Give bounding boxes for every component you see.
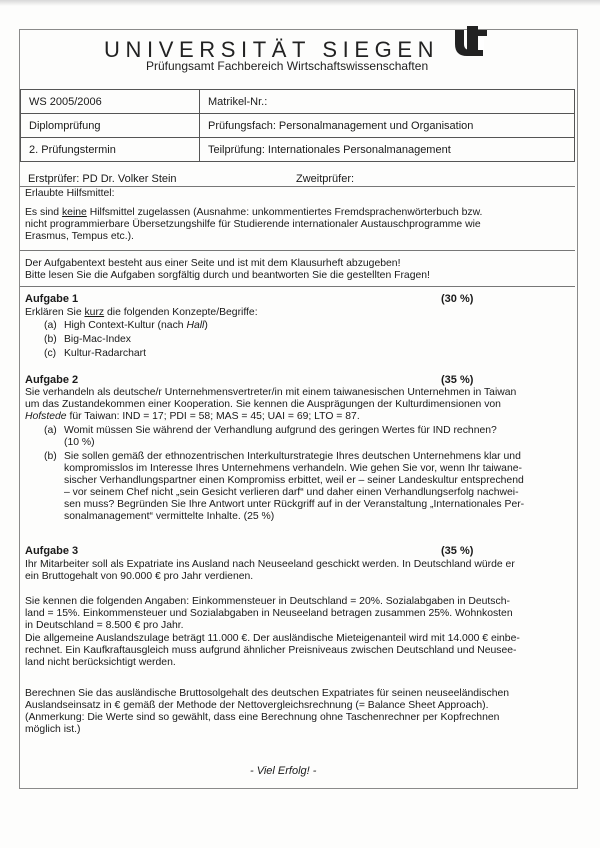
task1-a-text <box>64 320 208 332</box>
aids-title: Erlaubte Hilfsmittel: <box>25 188 115 199</box>
task1-emphasis: kurz <box>84 307 105 318</box>
table-row <box>21 138 575 162</box>
task2-line: Sie verhandeln als deutsche/r Unternehmensvertreter/in mit einem taiwanesischen Unternehmen in Taiwan <box>25 387 517 398</box>
task3-line: (Anmerkung: Die Werte sind so gewählt, dass eine Berechnung ohne Taschenrechner per Kopfrechnen <box>25 712 500 723</box>
divider <box>20 286 575 287</box>
instructions-line: Der Aufgabentext besteht aus einer Seite und ist mit dem Klausurheft abzugeben! <box>25 258 401 269</box>
divider <box>20 186 575 187</box>
exam-type-cell: Diplomprüfung <box>21 114 200 138</box>
table-row <box>21 90 575 114</box>
second-examiner: Zweitprüfer: <box>296 173 355 185</box>
semester-cell: WS 2005/2006 <box>21 90 200 114</box>
task3-line: ein Bruttogehalt von 90.000 € pro Jahr verdienen. <box>25 571 254 582</box>
task1-c-text: Kultur-Radarchart <box>64 348 147 359</box>
task2-points: (35 %) <box>441 374 474 386</box>
task2-line <box>25 411 360 423</box>
exam-part-cell: Teilprüfung: Internationales Personalmanagement <box>200 138 575 162</box>
task3-line: in Deutschland = 8.500 € pro Jahr. <box>25 620 184 631</box>
task1-a-emph: Hall <box>186 320 205 331</box>
footer-good-luck: - Viel Erfolg! - <box>250 765 317 777</box>
university-name: UNIVERSITÄT SIEGEN <box>104 37 440 62</box>
task1-intro <box>25 307 258 319</box>
task2-b-line: Sie sollen gemäß der ethnozentrischen Interkulturstrategie Ihres deutschen Unternehmens klar und <box>64 451 521 462</box>
divider <box>20 250 575 251</box>
scan-edge <box>0 0 600 6</box>
task1-b-text: Big-Mac-Index <box>64 334 131 345</box>
task2-b-line: kompromisslos im Interesse Ihres Unternehmens verhandeln. Wie gehen Sie vor, wenn Ihr taiwane- <box>64 463 522 474</box>
task3-line: Berechnen Sie das ausländische Bruttosolgehalt des deutschen Expatriates für seinen neuseeländischen <box>25 688 510 699</box>
aids-line: nicht programmierbare Übersetzungshilfe für Studierende internationaler Austauschprogramme wie <box>25 219 481 230</box>
task2-a-line: Womit müssen Sie während der Verhandlung aufgrund des geringen Wertes für IND rechnen? <box>64 425 497 436</box>
task2-b-line: sonalmanagement“ vermittelte Inhalte. (25 %) <box>64 511 275 522</box>
task2-emphasis: Hofstede <box>25 411 67 422</box>
task3-line: land = 15%. Einkommensteuer und Sozialabgaben in Neuseeland betragen zusammen 25%. Wohnkosten <box>25 608 513 619</box>
task2-title: Aufgabe 2 <box>25 374 79 386</box>
task1-points: (30 %) <box>441 293 474 305</box>
task3-line: möglich ist.) <box>25 724 81 735</box>
task1-a-label: (a) <box>44 320 57 331</box>
exam-date-cell: 2. Prüfungstermin <box>21 138 200 162</box>
task3-line: Auslandseinsatz in € gemäß der Methode der Nettovergleichsrechnung (= Balance Sheet Approach). <box>25 700 489 711</box>
aids-line: Erasmus, Tempus etc.). <box>25 231 134 242</box>
task1-c-label: (c) <box>44 348 57 359</box>
task2-b-label: (b) <box>44 451 57 462</box>
task3-points: (35 %) <box>441 545 474 557</box>
task3-line: rechnet. Ein Kaufkraftausgleich muss aufgrund ähnlicher Preisniveaus zwischen Deutschland und Neusee- <box>25 645 517 656</box>
task3-line: Sie kennen die folgenden Angaben: Einkommensteuer in Deutschland = 20%. Sozialabgaben in Deutsch- <box>25 596 510 607</box>
faculty-subtitle: Prüfungsamt Fachbereich Wirtschaftswissenschaften <box>146 59 429 73</box>
task1-text: die folgenden Konzepte/Begriffe: <box>104 307 258 318</box>
aids-line <box>25 207 482 219</box>
task3-line: land nicht berücksichtigt werden. <box>25 657 176 668</box>
task2-b-line: sischer Verhandlungspartner einen Kompromiss erbittet, weil er – seiner Landeskultur entsprechend <box>64 475 524 486</box>
aids-text: Hilfsmittel zugelassen (Ausnahme: unkommentiertes Fremdsprachenwörterbuch bzw. <box>86 207 483 218</box>
task2-a-label: (a) <box>44 425 57 436</box>
first-examiner: Erstprüfer: PD Dr. Volker Stein <box>28 173 177 185</box>
matrikel-cell: Matrikel-Nr.: <box>200 90 575 114</box>
subject-cell: Prüfungsfach: Personalmanagement und Organisation <box>200 114 575 138</box>
instructions-line: Bitte lesen Sie die Aufgaben sorgfältig durch und beantworten Sie die gestellten Fragen! <box>25 270 430 281</box>
task2-b-line: – vor seinem Chef nicht „sein Gesicht verlieren darf“ und daher einen Verhandlungserfolg nachwei- <box>64 487 519 498</box>
aids-text: Es sind <box>25 207 62 218</box>
table-row <box>21 114 575 138</box>
task3-line: Die allgemeine Auslandszulage beträgt 11.000 €. Der ausländische Mieteigenanteil wird mit 14.000 € einbe- <box>25 633 520 644</box>
aids-emphasis: keine <box>61 207 87 218</box>
university-logo-icon <box>451 26 493 56</box>
task2-a-line: (10 %) <box>64 437 95 448</box>
task1-a-post: ) <box>204 320 208 331</box>
task3-title: Aufgabe 3 <box>25 545 79 557</box>
task2-text: für Taiwan: IND = 17; PDI = 58; MAS = 45; UAI = 69; LTO = 87. <box>66 411 360 422</box>
task1-text: Erklären Sie <box>25 307 85 318</box>
task2-line: um das Zustandekommen einer Kooperation. Sie kennen die Ausprägungen der Kulturdimensionen von <box>25 399 501 410</box>
task1-title: Aufgabe 1 <box>25 293 79 305</box>
task3-line: Ihr Mitarbeiter soll als Expatriate ins Ausland nach Neuseeland geschickt werden. In Deutschland würde er <box>25 559 515 570</box>
task1-a-pre: High Context-Kultur (nach <box>64 320 187 331</box>
task1-b-label: (b) <box>44 334 57 345</box>
exam-info-table <box>20 89 575 162</box>
task2-b-line: sen muss? Begründen Sie Ihre Antwort unter Rückgriff auf in der Veranstaltung „Internationales Per- <box>64 499 525 510</box>
